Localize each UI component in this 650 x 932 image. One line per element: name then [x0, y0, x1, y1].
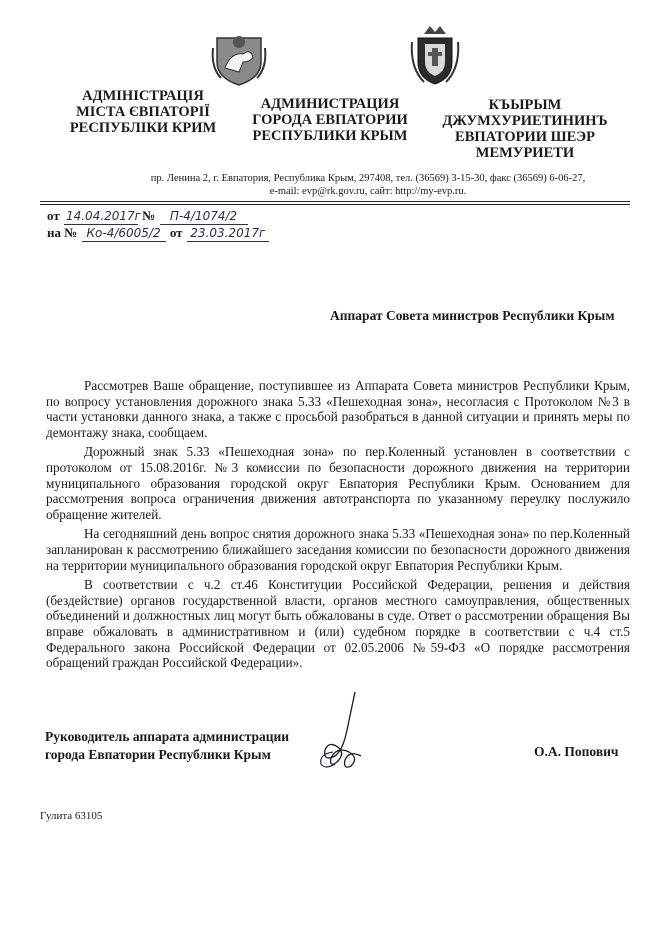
executor-note: Гулита 63105: [40, 810, 103, 822]
outgoing-date: 14.04.2017г: [65, 209, 141, 223]
header-crimean-tatar: КЪЫРЫМ ДЖУМХУРИЕТИНИНЪ ЕВПАТОРИИ ШЕЭР МЕМУРИЕТИ: [442, 97, 608, 161]
signer-name: О.А. Попович: [534, 744, 619, 759]
on-number-label: на №: [47, 225, 78, 240]
header-russian: АДМИНИСТРАЦИЯ ГОРОДА ЕВПАТОРИИ РЕСПУБЛИКИ КРЫМ: [252, 96, 408, 144]
incoming-number: Ко-4/6005/2: [82, 226, 166, 242]
body-paragraph: В соответствии с ч.2 ст.46 Конституции Российской Федерации, решения и действия (бездействие) органов государственной власти, органов местного самоуправления, общественных объединений и должностных лиц могут быть обжалованы в суде. Ответ о рассмотрении обращения Вы вправе обжаловать в административном и (или) судебном порядке в соответствии с ч.4 ст.5 Федерального закона Российской Федерации от 02.05.2006 №59-ФЗ «О порядке рассмотрения обращений граждан Российской Федерации».: [46, 577, 630, 671]
handwritten-signature: [315, 690, 375, 772]
header-rule: [40, 201, 630, 202]
reference-incoming: [47, 225, 270, 242]
body-paragraph: Рассмотрев Ваше обращение, поступившее из Аппарата Совета министров Республики Крым, по вопросу установления дорожного знака 5.33 «Пешеходная зона», несогласия с Протоколом №3 в части установки данного знака, а также с просьбой разобраться в данной ситуации и принять меры по демонтажу знака, сообщаем.: [46, 378, 630, 440]
incoming-date: 23.03.2017г: [187, 226, 269, 242]
body-paragraph: На сегодняшний день вопрос снятия дорожного знака 5.33 «Пешеходная зона» по пер.Коленный запланирован к рассмотрению ближайшего заседания комиссии по безопасности дорожного движения на территории муниципального образования городской округ Евпатория Республики Крым.: [46, 526, 630, 573]
header-ukrainian: АДМІНІСТРАЦІЯ МІСТА ЄВПАТОРІЇ РЕСПУБЛІКИ КРИМ: [69, 88, 217, 136]
signer-position: Руководитель аппарата администрации города Евпатории Республики Крым: [45, 729, 290, 762]
letter-body: [46, 378, 630, 675]
crimea-coat-of-arms-icon: [209, 28, 269, 88]
contacts-line: e-mail: evp@rk.gov.ru, сайт: http://my-evp.ru.: [269, 186, 467, 197]
number-label: №: [142, 208, 156, 223]
evpatoria-coat-of-arms-icon: [410, 24, 460, 86]
outgoing-number: П-4/1074/2: [160, 209, 248, 225]
body-paragraph: Дорожный знак 5.33 «Пешеходная зона» по пер.Коленный установлен в соответствии с протоколом от 15.08.2016г. №3 комиссии по безопасности дорожного движения на территории муниципального образования городской округ Евпатория Республики Крым. Основанием для рассмотрения вопроса ограничения движения автотранспорта по указанному переулку послужило обращение жителей.: [46, 444, 630, 522]
of-label: от: [169, 225, 183, 240]
header-rule-thin: [40, 204, 630, 205]
from-label: от: [47, 208, 60, 223]
addressee: Аппарат Совета министров Республики Крым: [330, 308, 615, 323]
reference-outgoing: [47, 208, 249, 225]
address-line: пр. Ленина 2, г. Евпатория, Республика Крым, 297408, тел. (36569) 3-15-30, факс (36569) 6-06-27,: [150, 173, 586, 184]
